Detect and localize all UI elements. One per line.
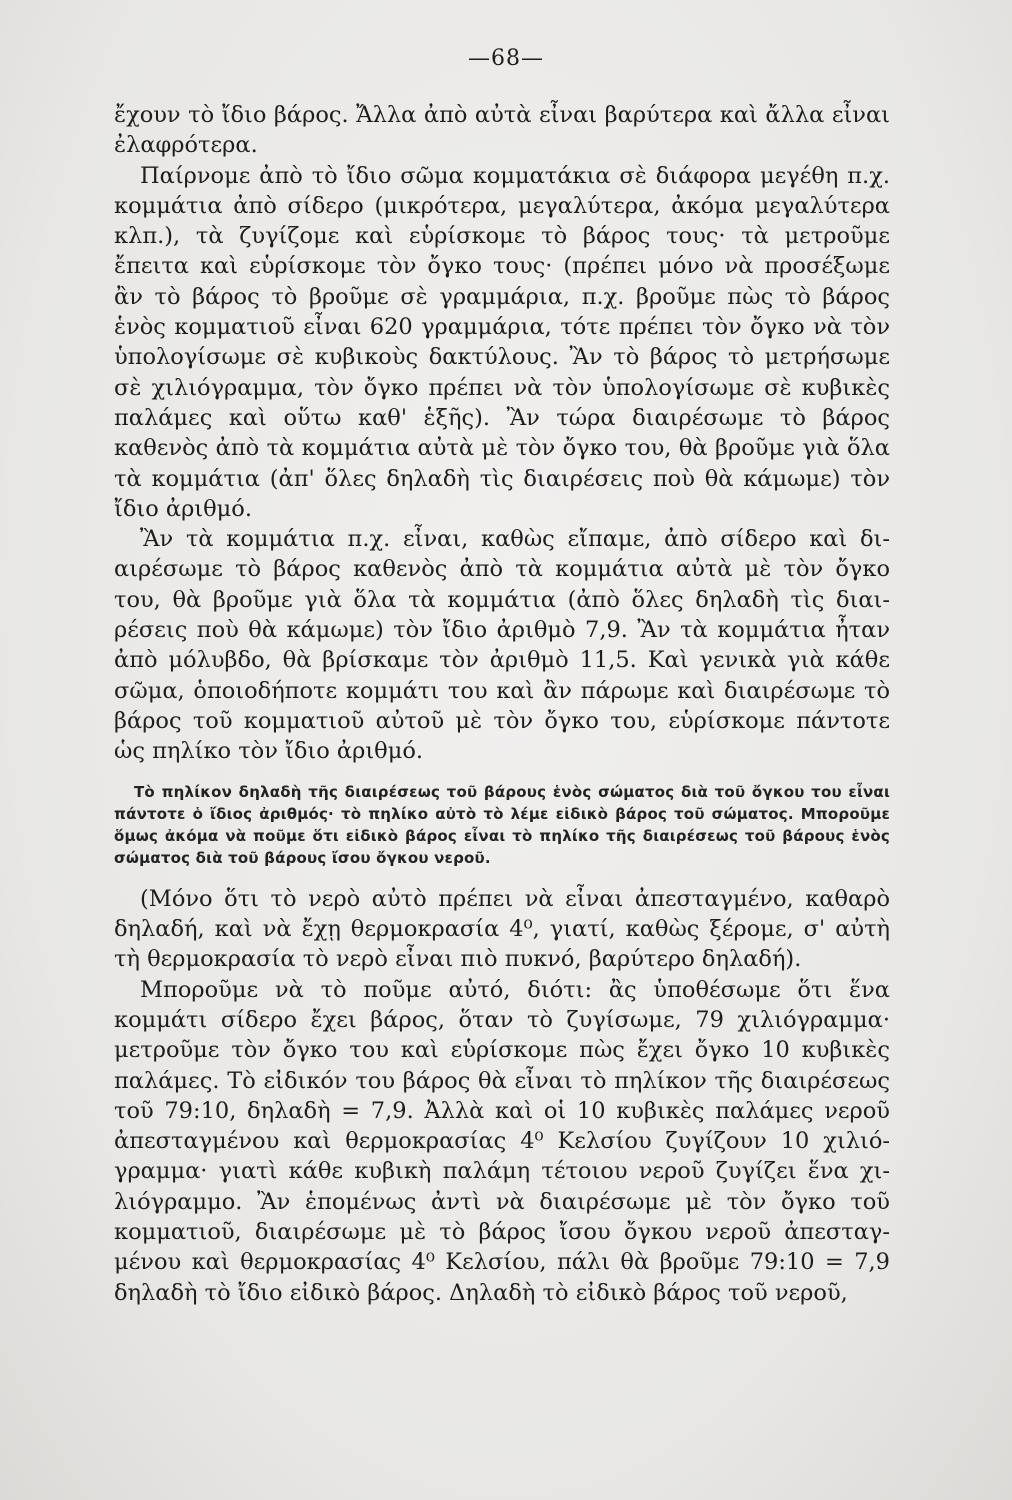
paragraph-distilled-water: (Μόνο ὅτι τὸ νερὸ αὐτὸ πρέπει νὰ εἶναι ἀπεσταγμένο, καθαρὸ δηλαδή, καὶ νὰ ἔχῃ θερμοκρασία 4⁰, γιατί, καθὼς ξέρομε, σ' αὐτὴ τὴ θερμοκρασία τὸ νερὸ εἶναι πιὸ πυκνό, βαρύτερο δηλαδή). [114, 885, 890, 973]
page-number: —68— [468, 46, 544, 71]
paragraph-continuation: ἔχουν τὸ ἴδιο βάρος. Ἄλλα ἀπὸ αὐτὰ εἶναι βαρύτερα καὶ ἄλλα εἶναι ἐλαφρότερα. [114, 102, 890, 159]
paragraph-weighing-pieces: Παίρνομε ἀπὸ τὸ ἴδιο σῶμα κομματάκια σὲ διάφορα μεγέθη π.χ. κομμάτια ἀπὸ σίδερο (μικρότερα, μεγαλύτερα, ἀκόμα μεγαλύτερα κλπ.), τὰ ζυγίζομε καὶ εὑρίσκομε τὸ βάρος τους· τὰ μετροῦμε ἔπειτα καὶ εὑρίσκομε τὸν ὄγκο τους· (πρέπει μόνο νὰ προσέξωμε ἂν τὸ βάρος τὸ βροῦμε σὲ γραμμάρια, π.χ. βροῦμε πὼς τὸ βάρος ἑνὸς κομματιοῦ εἶναι 620 γραμμάρια, τότε πρέπει τὸν ὄγκο νὰ τὸν ὑπολογίσωμε σὲ κυβικοὺς δακτύλους. Ἂν τὸ βάρος τὸ μετρήσωμε σὲ χιλιόγραμμα, τὸν ὄγκο πρέπει νὰ τὸν ὑπολογίσωμε σὲ κυβικὲς παλάμες καὶ οὕτω καθ' ἑξῆς). Ἂν τώρα διαιρέσωμε τὸ βάρος καθενὸς ἀπὸ τὰ κομμάτια αὐτὰ μὲ τὸν ὄγκο του, θὰ βροῦμε γιὰ ὅλα τὰ κομμάτια (ἀπ' ὅλες δηλαδὴ τὶς διαιρέσεις ποὺ θὰ κάμωμε) τὸν ἴδιο ἀριθμό. [114, 162, 890, 522]
paragraph-proof: Μποροῦμε νὰ τὸ ποῦμε αὐτό, διότι: ἂς ὑποθέσωμε ὅτι ἕνα κομμάτι σίδερο ἔχει βάρος, ὅταν τὸ ζυγίσωμε, 79 χιλιόγραμμα· μετροῦμε τὸν ὄγκο του καὶ εὑρίσκομε πὼς ἔχει ὄγκο 10 κυβικὲς παλάμες. Τὸ εἰδικόν του βάρος θὰ εἶναι τὸ πηλίκον τῆς διαιρέσεως τοῦ 79:10, δηλαδὴ = 7,9. Ἀλλὰ καὶ οἱ 10 κυβικὲς παλάμες νεροῦ ἀπεσταγμένου καὶ θερμοκρασίας 4⁰ Κελσίου ζυγίζουν 10 χιλιόγραμμα· γιατὶ κάθε κυβικὴ παλάμη τέτοιου νεροῦ ζυγίζει ἕνα χιλιόγραμμο. Ἂν ἑπομένως ἀντὶ νὰ διαιρέσωμε μὲ τὸν ὄγκο τοῦ κομματιοῦ, διαιρέσωμε μὲ τὸ βάρος ἴσου ὄγκου νεροῦ ἀπεσταγμένου καὶ θερμοκρασίας 4⁰ Κελσίου, πάλι θὰ βροῦμε 79:10 = 7,9 δηλαδὴ τὸ ἴδιο εἰδικὸ βάρος. Δηλαδὴ τὸ εἰδικὸ βάρος τοῦ νεροῦ, [114, 976, 890, 1306]
definition-note: Τὸ πηλίκον δηλαδὴ τῆς διαιρέσεως τοῦ βάρους ἑνὸς σώματος διὰ τοῦ ὄγκου του εἶναι πάντοτε ὁ ἴδιος ἀριθμός· τὸ πηλίκο αὐτὸ τὸ λέμε εἰδικὸ βάρος τοῦ σώματος. Μποροῦμε ὅμως ἀκόμα νὰ ποῦμε ὅτι εἰδικὸ βάρος εἶναι τὸ πηλίκο τῆς διαιρέσεως τοῦ βάρους ἑνὸς σώματος διὰ τοῦ βάρους ἴσου ὄγκου νεροῦ. [114, 782, 890, 868]
body-text [114, 100, 890, 1308]
paragraph-iron-example: Ἂν τὰ κομμάτια π.χ. εἶναι, καθὼς εἴπαμε, ἀπὸ σίδερο καὶ διαιρέσωμε τὸ βάρος καθενὸς ἀπὸ τὰ κομμάτια αὐτὰ μὲ τὸν ὄγκο του, θὰ βροῦμε γιὰ ὅλα τὰ κομμάτια (ἀπὸ ὅλες δηλαδὴ τὶς διαιρέσεις ποὺ θὰ κάμωμε) τὸν ἴδιο ἀριθμὸ 7,9. Ἂν τὰ κομμάτια ἦταν ἀπὸ μόλυβδο, θὰ βρίσκαμε τὸν ἀριθμὸ 11,5. Καὶ γενικὰ γιὰ κάθε σῶμα, ὁποιοδήποτε κομμάτι του καὶ ἂν πάρωμε καὶ διαιρέσωμε τὸ βάρος τοῦ κομματιοῦ αὐτοῦ μὲ τὸν ὄγκο του, εὑρίσκομε πάντοτε ὡς πηλίκο τὸν ἴδιο ἀριθμό. [114, 526, 890, 765]
